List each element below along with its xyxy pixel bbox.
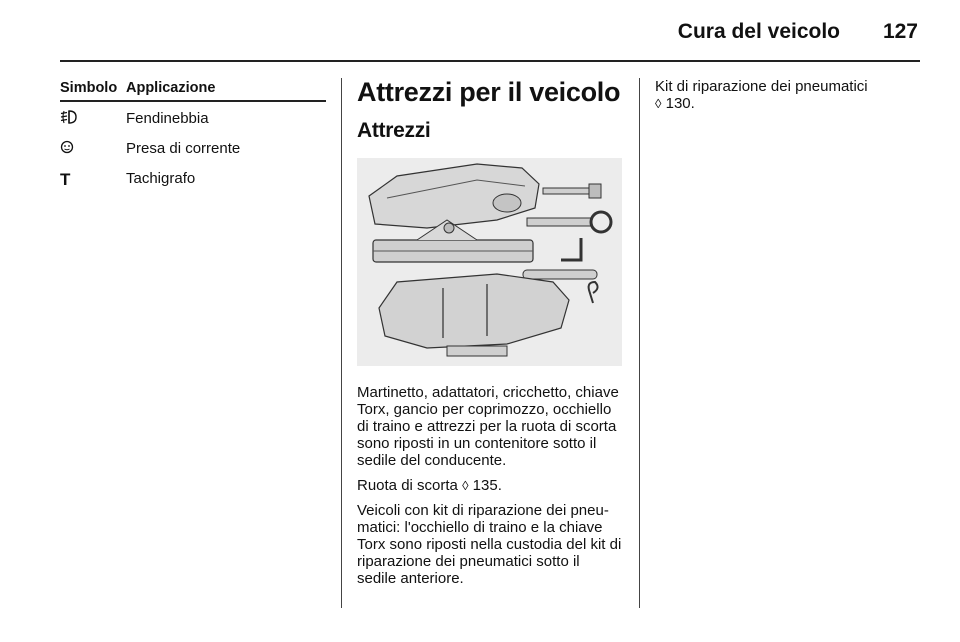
table-header-symbol: Simbolo (60, 78, 126, 101)
paragraph-spare-wheel-ref: Ruota di scorta ◊ 135. (357, 477, 502, 494)
tool-kit-illustration (357, 158, 622, 366)
fog-lamp-icon (60, 110, 78, 124)
header-rule (60, 60, 920, 62)
page-reference-link[interactable]: 135. (472, 477, 502, 494)
tachograph-symbol: T (60, 170, 71, 189)
table-header-application: Applicazione (126, 78, 326, 101)
table-row (60, 162, 326, 194)
page-number: 127 (882, 20, 918, 43)
header-title: Cura del veicolo (677, 20, 840, 43)
tool-kit-drawing (357, 158, 622, 366)
column-divider (639, 78, 640, 608)
table-row (60, 132, 326, 162)
paragraph-repair-kit-ref: Kit di riparazione dei pneumatici ◊ 130. (655, 78, 868, 112)
power-socket-icon (60, 140, 74, 154)
paragraph-tools-storage: Martinetto, adattatori, cricchetto, chiave Torx, gancio per coprimozzo, occhiello di traino e attrezzi per la ruota di scorta sono riposti in un contenitore sotto il sedile del conducente. (357, 384, 619, 469)
page-header (60, 16, 920, 56)
table-cell-application: Tachigrafo (126, 170, 196, 187)
tools-column (357, 78, 622, 595)
table-cell-application: Presa di corrente (126, 140, 241, 157)
repair-kit-column (655, 78, 920, 120)
column-divider (341, 78, 342, 608)
table-cell-application: Fendinebbia (126, 110, 209, 127)
symbol-table-column (60, 78, 326, 194)
page-reference-icon: ◊ (655, 96, 662, 111)
paragraph-repair-kit: Veicoli con kit di riparazione dei pneumatici: l'occhiello di traino e la chiave Torx sono riposti nella custodia del kit di riparazione dei pneumatici sotto il sedile anteriore. (357, 502, 622, 587)
table-row (60, 101, 326, 132)
page-reference-icon: ◊ (462, 478, 469, 493)
page-reference-link[interactable]: 130. (665, 95, 695, 112)
section-title: Attrezzi per il veicolo (357, 77, 621, 107)
subsection-title: Attrezzi (357, 119, 431, 142)
symbol-table (60, 78, 326, 194)
